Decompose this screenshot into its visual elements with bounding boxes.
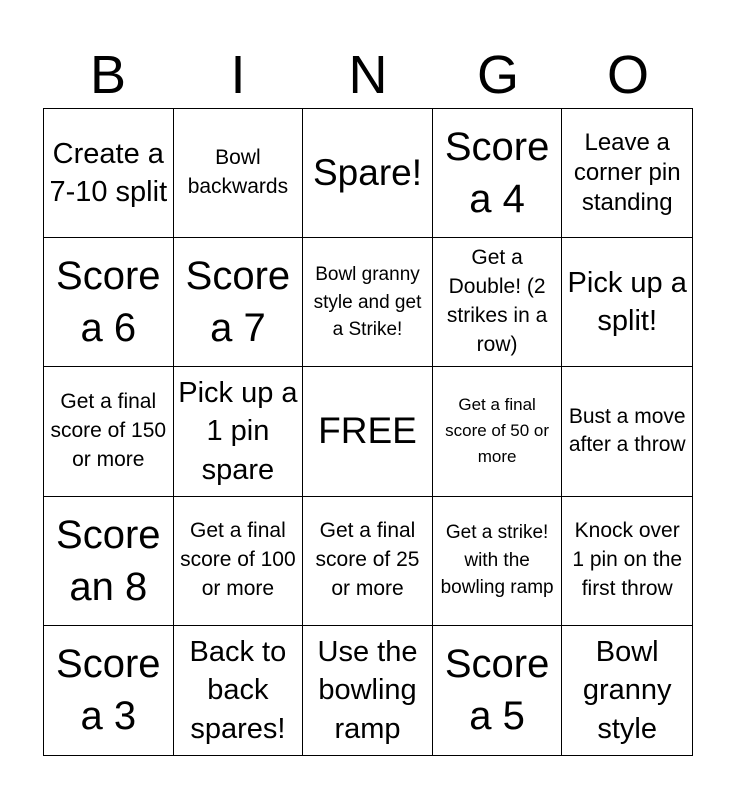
bingo-cell[interactable]: [303, 626, 433, 755]
bingo-cell-text: Create a 7-10 split: [49, 137, 168, 209]
bingo-cell[interactable]: [174, 238, 304, 367]
bingo-cell-text: Get a strike! with the bowling ramp: [440, 522, 554, 599]
bingo-cell[interactable]: [562, 367, 692, 496]
bingo-cell[interactable]: [174, 109, 304, 238]
bingo-cell[interactable]: [562, 497, 692, 626]
bingo-cell[interactable]: [303, 238, 433, 367]
bingo-cell[interactable]: [174, 367, 304, 496]
header-letter-i: I: [230, 45, 246, 105]
bingo-cell-text: Get a final score of 100 or more: [180, 519, 296, 601]
bingo-cell[interactable]: [433, 626, 563, 755]
bingo-header: [43, 42, 693, 108]
bingo-cell[interactable]: [562, 109, 692, 238]
bingo-cell[interactable]: [303, 497, 433, 626]
bingo-cell[interactable]: [562, 626, 692, 755]
header-letter-o: O: [606, 45, 649, 105]
bingo-cell-text: Use the bowling ramp: [317, 635, 418, 745]
bingo-cell[interactable]: [433, 238, 563, 367]
bingo-cell-text: Leave a corner pin standing: [573, 129, 681, 217]
bingo-cell-text: Get a final score of 150 or more: [50, 390, 167, 471]
bingo-cell[interactable]: [433, 109, 563, 238]
bingo-cell-text: Back to back spares!: [189, 635, 287, 745]
bingo-cell-text: Pick up a 1 pin spare: [178, 376, 298, 486]
bingo-cell[interactable]: [433, 497, 563, 626]
bingo-cell-text: Spare!: [312, 151, 422, 193]
bingo-cell-text: Score a 3: [56, 642, 161, 739]
bingo-cell-text: Knock over 1 pin on the first throw: [572, 519, 683, 601]
free-space-cell[interactable]: [303, 367, 433, 496]
bingo-cell-text: Bowl granny style and get a Strike!: [313, 263, 422, 341]
bingo-cell[interactable]: [174, 497, 304, 626]
bingo-cell[interactable]: [562, 238, 692, 367]
bingo-cell-text: Get a final score of 25 or more: [315, 519, 420, 601]
bingo-cell-text: Get a final score of 50 or more: [445, 395, 550, 467]
bingo-cell[interactable]: [44, 367, 174, 496]
bingo-cell[interactable]: [174, 626, 304, 755]
bingo-cell-text: Bust a move after a throw: [568, 404, 686, 457]
bingo-cell-text: Score a 4: [444, 125, 550, 222]
bingo-cell[interactable]: [44, 626, 174, 755]
bingo-cell[interactable]: [44, 238, 174, 367]
bingo-cell-text: Score a 7: [185, 254, 291, 351]
bingo-cell[interactable]: [433, 367, 563, 496]
bingo-cell-text: Score a 5: [444, 642, 550, 739]
bingo-cell-text: Bowl backwards: [187, 146, 289, 199]
bingo-cell-text: Get a Double! (2 strikes in a row): [446, 246, 548, 357]
bingo-cell-text: Score a 6: [56, 254, 161, 351]
bingo-cell[interactable]: [303, 109, 433, 238]
bingo-cell-text: Bowl granny style: [582, 635, 672, 745]
bingo-cell[interactable]: [44, 497, 174, 626]
bingo-cell-text: FREE: [318, 410, 417, 452]
bingo-cell[interactable]: [44, 109, 174, 238]
bingo-board: [43, 108, 693, 756]
header-letter-g: G: [476, 45, 519, 105]
bingo-cell-text: Pick up a split!: [567, 266, 687, 338]
header-letter-b: B: [89, 45, 127, 105]
bingo-cell-text: Score an 8: [56, 512, 161, 609]
header-letter-n: N: [348, 45, 388, 105]
